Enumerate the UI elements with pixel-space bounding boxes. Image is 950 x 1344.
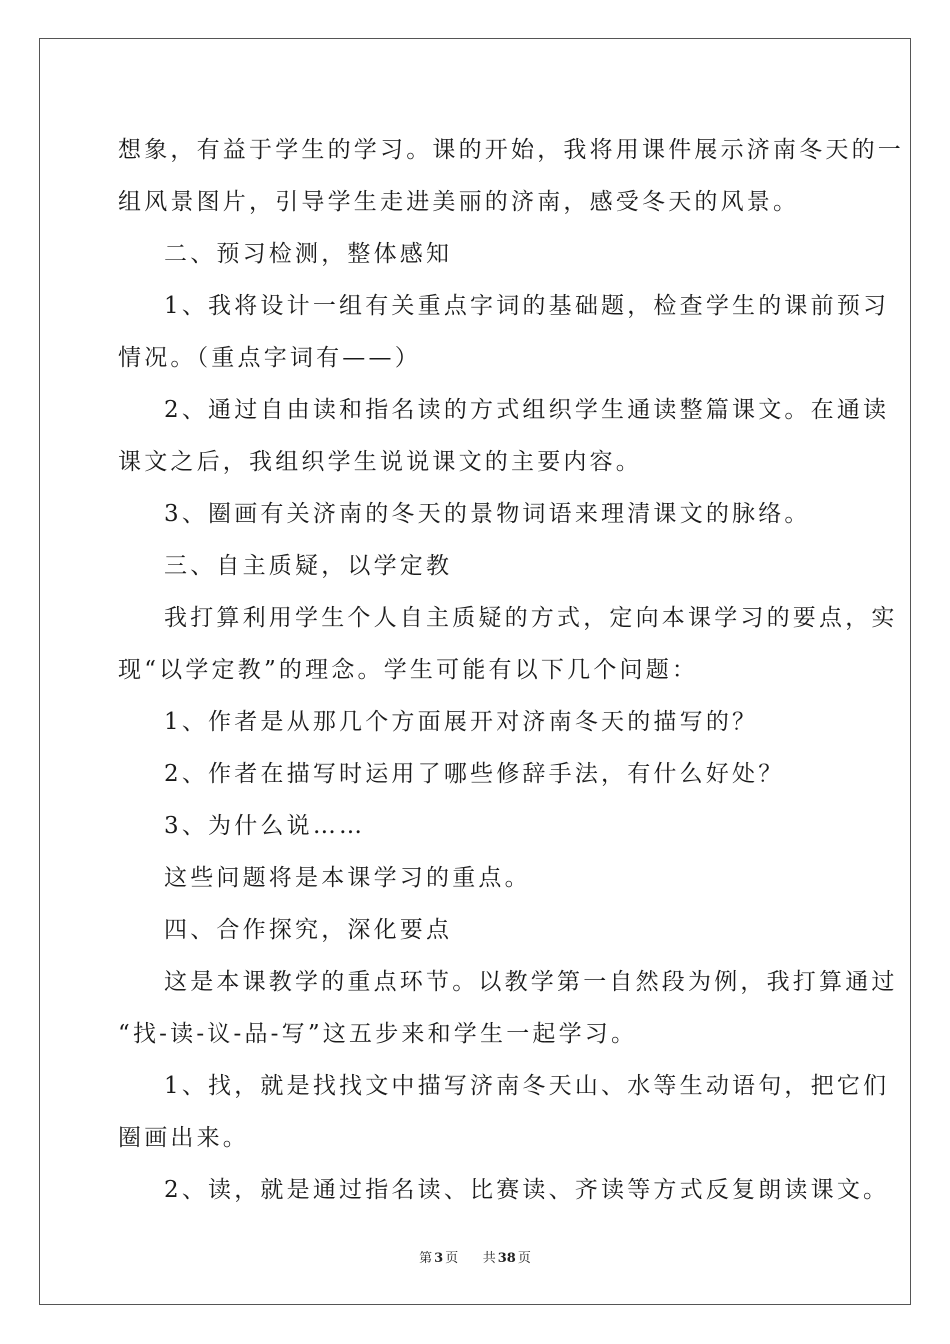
text-line: 我打算利用学生个人自主质疑的方式，定向本课学习的要点，实 (164, 605, 898, 631)
page-prefix: 第 (419, 1251, 433, 1266)
text-line: 2、作者在描写时运用了哪些修辞手法，有什么好处？ (164, 761, 785, 787)
text-line: 3、圈画有关济南的冬天的景物词语来理清课文的脉络。 (164, 501, 811, 527)
total-pages: 38 (497, 1251, 516, 1266)
section-heading: 二、预习检测，整体感知 (164, 241, 453, 267)
total-suffix: 页 (517, 1251, 531, 1266)
section-heading: 四、合作探究，深化要点 (164, 917, 453, 943)
text-line: 3、为什么说…… (164, 813, 366, 839)
text-line: 这是本课教学的重点环节。以教学第一自然段为例，我打算通过 (164, 969, 898, 995)
text-line: 2、通过自由读和指名读的方式组织学生通读整篇课文。在通读 (164, 397, 890, 423)
total-pages-indicator (481, 1251, 533, 1266)
text-line: 组风景图片，引导学生走进美丽的济南，感受冬天的风景。 (118, 189, 800, 215)
total-prefix: 共 (482, 1251, 496, 1266)
text-line: 想象，有益于学生的学习。课的开始，我将用课件展示济南冬天的一 (118, 137, 904, 163)
section-heading: 三、自主质疑，以学定教 (164, 553, 453, 579)
text-line: 圈画出来。 (118, 1125, 249, 1151)
document-body (118, 124, 904, 1216)
text-line: 现“以学定教”的理念。学生可能有以下几个问题： (118, 657, 699, 683)
page-footer (0, 1247, 950, 1266)
text-line: 1、找，就是找找文中描写济南冬天山、水等生动语句，把它们 (164, 1073, 890, 1099)
text-line: 1、我将设计一组有关重点字词的基础题，检查学生的课前预习 (164, 293, 890, 319)
text-line: 课文之后，我组织学生说说课文的主要内容。 (118, 449, 642, 475)
text-line: “找-读-议-品-写”这五步来和学生一起学习。 (118, 1021, 638, 1047)
text-line: 这些问题将是本课学习的重点。 (164, 865, 531, 891)
page-number: 3 (434, 1251, 444, 1266)
page-indicator (417, 1251, 460, 1266)
text-line: 1、作者是从那几个方面展开对济南冬天的描写的？ (164, 709, 759, 735)
page-suffix: 页 (445, 1251, 459, 1266)
text-line: 2、读，就是通过指名读、比赛读、齐读等方式反复朗读课文。 (164, 1177, 890, 1203)
text-line: 情况。（重点字词有——） (118, 345, 421, 371)
